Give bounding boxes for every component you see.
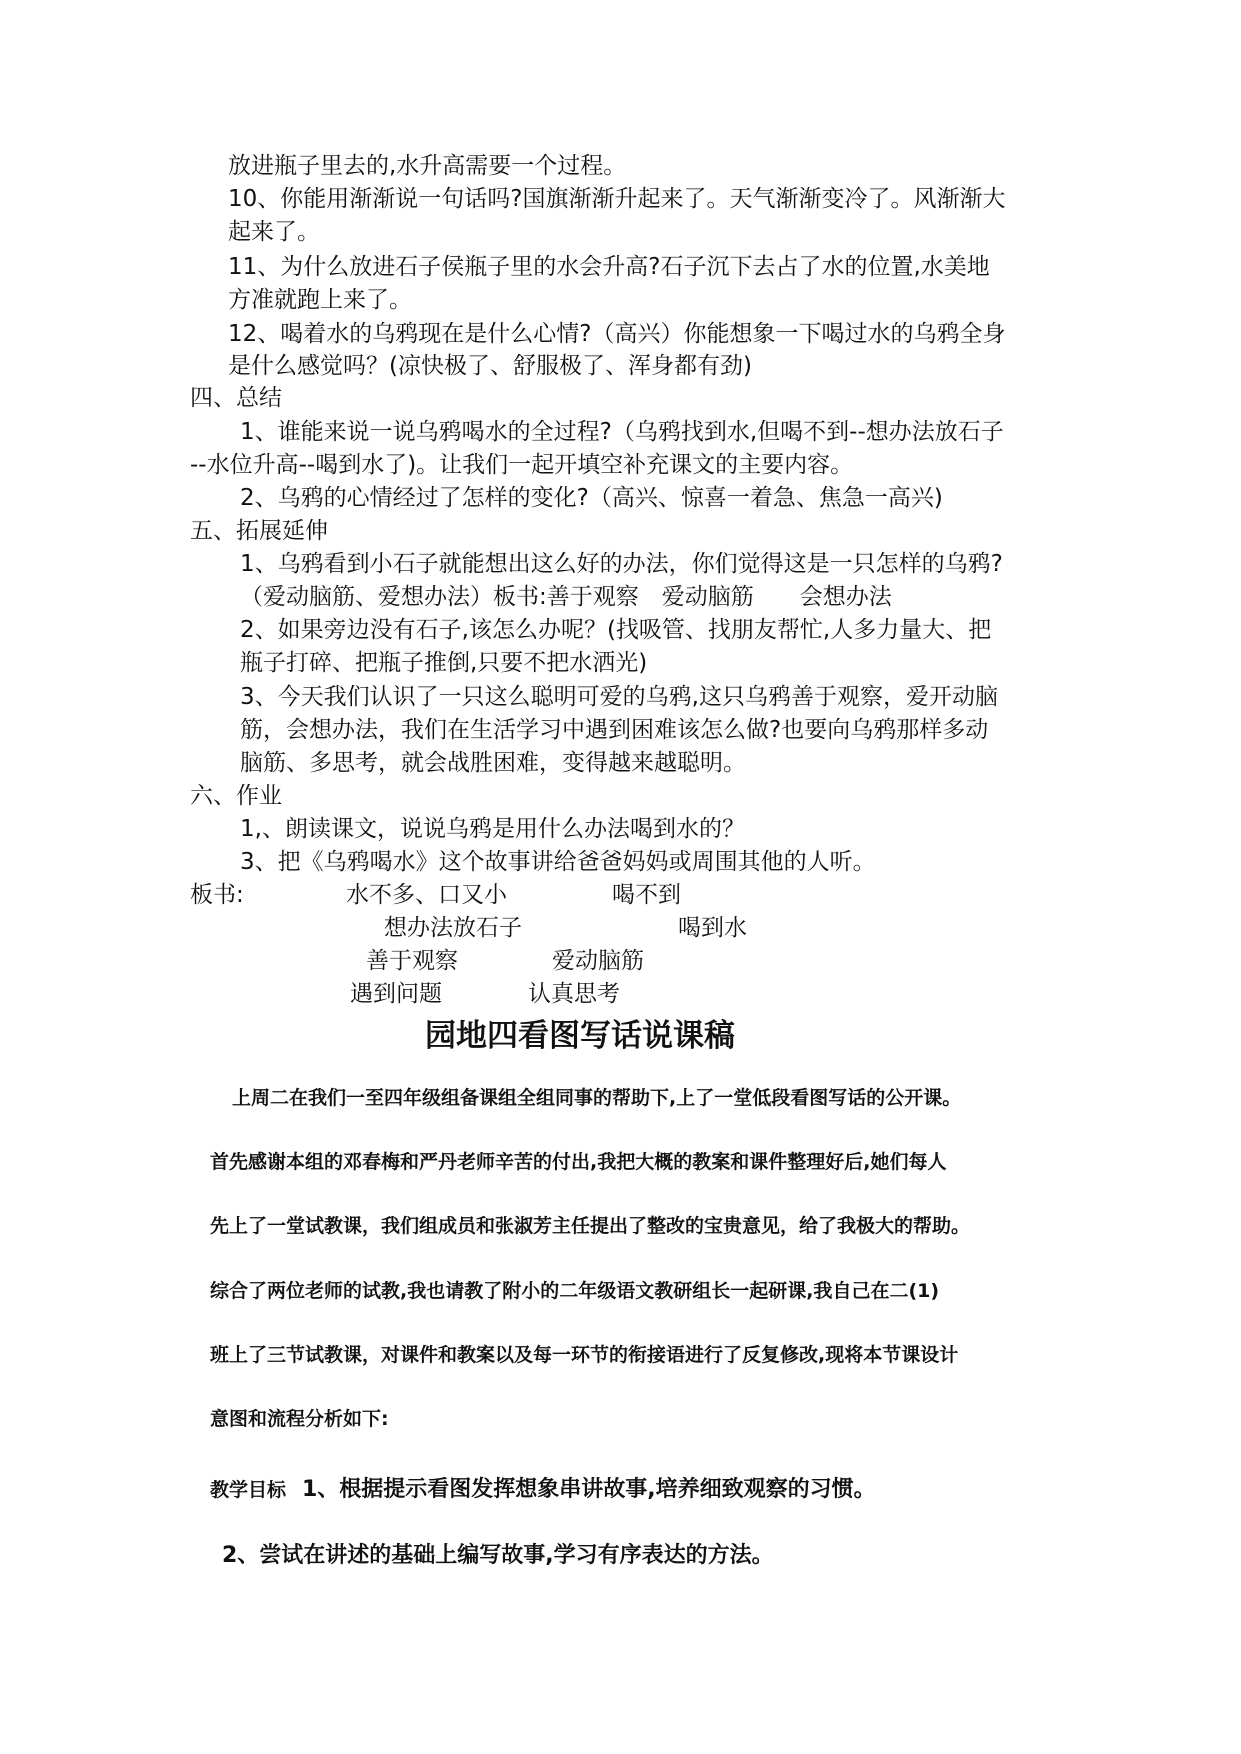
board-item: 水不多、口又小 [346, 882, 507, 908]
board-item: 爱动脑筋 [552, 948, 644, 974]
board-label: 板书: [190, 882, 244, 908]
text-line: （爱动脑筋、爱想办法）板书:善于观察 爱动脑筋 会想办法 [240, 584, 892, 610]
paragraph-line: 上周二在我们一至四年级组备课组全组同事的帮助下,上了一堂低段看图写话的公开课。 [232, 1087, 962, 1109]
essay-title: 园地四看图写话说课稿 [425, 1018, 735, 1054]
paragraph-line: 首先感谢本组的邓春梅和严丹老师辛苦的付出,我把大概的教案和课件整理好后,她们每人 [210, 1151, 947, 1173]
text-line: 1、谁能来说一说乌鸦喝水的全过程?（乌鸦找到水,但喝不到--想办法放石子 [240, 419, 1004, 445]
text-line: 放进瓶子里去的,水升高需要一个过程。 [228, 153, 627, 179]
paragraph-line: 综合了两位老师的试教,我也请教了附小的二年级语文教研组长一起研课,我自己在二(1) [210, 1280, 940, 1302]
board-item: 遇到问题 [350, 981, 442, 1007]
paragraph-line: 意图和流程分析如下: [210, 1408, 389, 1430]
text-line: 11、为什么放进石子侯瓶子里的水会升高?石子沉下去占了水的位置,水美地 [228, 254, 990, 280]
section-heading: 四、总结 [190, 385, 282, 411]
section-heading: 五、拓展延伸 [190, 518, 328, 544]
paragraph-line: 班上了三节试教课，对课件和教案以及每一环节的衔接语进行了反复修改,现将本节课设计 [210, 1344, 959, 1366]
text-line: --水位升高--喝到水了)。让我们一起开填空补充课文的主要内容。 [190, 452, 854, 478]
paragraph-line: 先上了一堂试教课，我们组成员和张淑芳主任提出了整改的宝贵意见，给了我极大的帮助。 [210, 1215, 971, 1237]
text-line: 10、你能用渐渐说一句话吗?国旗渐渐升起来了。天气渐渐变冷了。风渐渐大 [228, 186, 1006, 212]
text-line: 3、今天我们认识了一只这么聪明可爱的乌鸦,这只乌鸦善于观察，爱开动脑 [240, 684, 998, 710]
text-line: 2、乌鸦的心情经过了怎样的变化?（高兴、惊喜一着急、焦急一高兴) [240, 485, 943, 511]
text-line: 是什么感觉吗？(凉快极了、舒服极了、浑身都有劲) [228, 353, 752, 379]
goal-2: 2、尝试在讲述的基础上编写故事,学习有序表达的方法。 [222, 1543, 774, 1568]
text-line: 筋，会想办法，我们在生活学习中遇到困难该怎么做?也要向乌鸦那样多动 [240, 717, 989, 743]
goal-1: 1、根据提示看图发挥想象串讲故事,培养细致观察的习惯。 [302, 1477, 876, 1502]
text-line: 1、乌鸦看到小石子就能想出这么好的办法，你们觉得这是一只怎样的乌鸦? [240, 551, 1003, 577]
text-line: 2、如果旁边没有石子,该怎么办呢？(找吸管、找朋友帮忙,人多力量大、把 [240, 617, 992, 643]
board-item: 善于观察 [366, 948, 458, 974]
text-line: 起来了。 [228, 219, 320, 245]
text-line: 脑筋、多思考，就会战胜困难，变得越来越聪明。 [240, 750, 746, 776]
section-heading: 六、作业 [190, 783, 282, 809]
board-item: 喝到水 [678, 915, 747, 941]
board-item: 认真思考 [528, 981, 620, 1007]
text-line: 3、把《乌鸦喝水》这个故事讲给爸爸妈妈或周围其他的人听。 [240, 849, 876, 875]
board-item: 喝不到 [612, 882, 681, 908]
text-line: 方准就跑上来了。 [228, 287, 412, 313]
text-line: 12、喝着水的乌鸦现在是什么心情?（高兴）你能想象一下喝过水的乌鸦全身 [228, 321, 1006, 347]
text-line: 瓶子打碎、把瓶子推倒,只要不把水洒光) [240, 650, 648, 676]
text-line: 1,、朗读课文，说说乌鸦是用什么办法喝到水的？ [240, 816, 745, 842]
board-item: 想办法放石子 [384, 915, 522, 941]
goal-label: 教学目标 [210, 1479, 287, 1501]
